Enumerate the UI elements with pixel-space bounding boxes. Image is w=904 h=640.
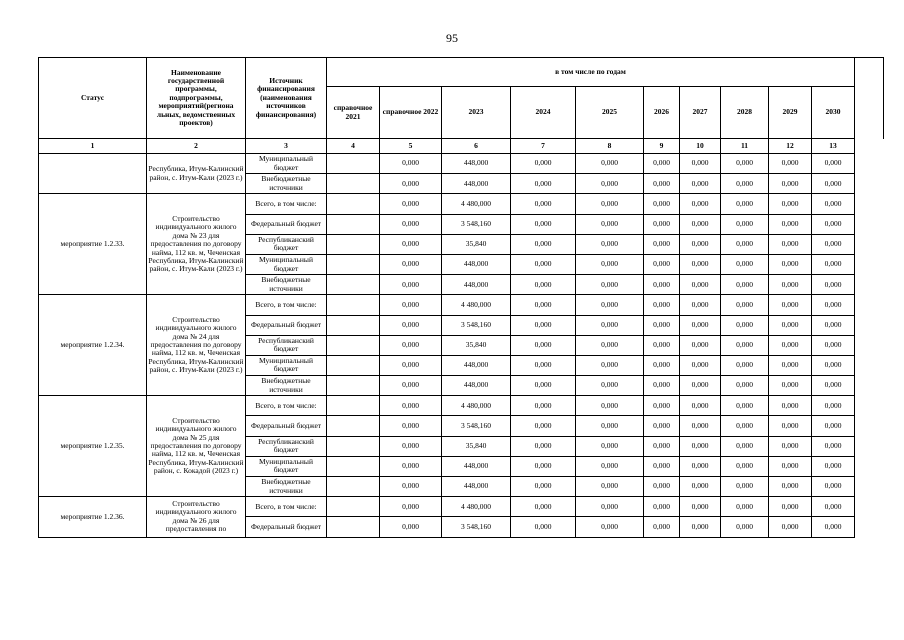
status-cell: мероприятие 1.2.34. — [39, 295, 147, 396]
value-cell: 0,000 — [644, 477, 680, 497]
value-cell — [327, 335, 380, 355]
value-cell: 0,000 — [380, 214, 442, 234]
value-cell: 0,000 — [680, 194, 721, 214]
value-cell: 0,000 — [380, 355, 442, 375]
value-cell: 0,000 — [576, 456, 644, 476]
value-cell: 0,000 — [576, 194, 644, 214]
value-cell: 0,000 — [769, 254, 812, 274]
column-number: 5 — [380, 139, 442, 154]
value-cell: 448,000 — [442, 174, 511, 194]
header-years-group: в том числе по годам — [327, 58, 855, 87]
header-name: Наименование государственной программы, подпрограммы, мероприятий(региона льных, ведомственных проектов) — [147, 58, 246, 139]
value-cell: 0,000 — [812, 355, 855, 375]
source-cell: Всего, в том числе: — [246, 396, 327, 416]
source-cell: Федеральный бюджет — [246, 517, 327, 537]
value-cell: 0,000 — [576, 396, 644, 416]
value-cell: 0,000 — [380, 234, 442, 254]
value-cell — [327, 214, 380, 234]
value-cell: 0,000 — [380, 436, 442, 456]
value-cell: 0,000 — [680, 436, 721, 456]
value-cell: 0,000 — [769, 234, 812, 254]
value-cell: 4 480,000 — [442, 497, 511, 517]
value-cell: 4 480,000 — [442, 194, 511, 214]
table-row — [39, 295, 884, 315]
value-cell: 0,000 — [680, 254, 721, 274]
value-cell: 0,000 — [812, 477, 855, 497]
value-cell: 0,000 — [680, 275, 721, 295]
row-edge — [855, 396, 884, 416]
value-cell: 0,000 — [769, 154, 812, 174]
value-cell — [327, 416, 380, 436]
value-cell — [327, 355, 380, 375]
value-cell: 0,000 — [576, 275, 644, 295]
value-cell: 0,000 — [721, 355, 769, 375]
row-edge — [855, 295, 884, 315]
value-cell — [327, 254, 380, 274]
value-cell: 0,000 — [812, 254, 855, 274]
value-cell: 3 548,160 — [442, 315, 511, 335]
value-cell: 0,000 — [644, 154, 680, 174]
row-edge — [855, 194, 884, 214]
value-cell: 0,000 — [511, 234, 576, 254]
value-cell: 0,000 — [769, 497, 812, 517]
column-number: 11 — [721, 139, 769, 154]
value-cell: 0,000 — [769, 517, 812, 537]
value-cell: 0,000 — [769, 335, 812, 355]
value-cell: 0,000 — [721, 214, 769, 234]
header-year: 2026 — [644, 87, 680, 139]
value-cell: 0,000 — [380, 497, 442, 517]
source-cell: Федеральный бюджет — [246, 416, 327, 436]
value-cell: 3 548,160 — [442, 214, 511, 234]
source-cell: Внебюджетные источники — [246, 376, 327, 396]
value-cell: 0,000 — [644, 396, 680, 416]
value-cell: 0,000 — [680, 477, 721, 497]
value-cell: 0,000 — [511, 436, 576, 456]
value-cell: 0,000 — [511, 396, 576, 416]
value-cell: 0,000 — [812, 174, 855, 194]
value-cell: 0,000 — [576, 335, 644, 355]
value-cell: 0,000 — [721, 376, 769, 396]
value-cell: 35,840 — [442, 234, 511, 254]
value-cell: 0,000 — [721, 497, 769, 517]
value-cell: 0,000 — [680, 355, 721, 375]
value-cell: 0,000 — [721, 436, 769, 456]
row-edge — [855, 275, 884, 295]
value-cell: 0,000 — [380, 335, 442, 355]
source-cell: Республиканский бюджет — [246, 335, 327, 355]
status-cell: мероприятие 1.2.36. — [39, 497, 147, 537]
header-edge-filler — [855, 87, 884, 139]
value-cell: 0,000 — [769, 315, 812, 335]
source-cell: Муниципальный бюджет — [246, 154, 327, 174]
source-cell: Республиканский бюджет — [246, 234, 327, 254]
header-year: справочное 2022 — [380, 87, 442, 139]
value-cell: 0,000 — [812, 214, 855, 234]
value-cell: 0,000 — [511, 254, 576, 274]
value-cell: 0,000 — [680, 154, 721, 174]
value-cell — [327, 194, 380, 214]
value-cell: 0,000 — [380, 275, 442, 295]
table-row — [39, 396, 884, 416]
header-year: 2028 — [721, 87, 769, 139]
row-edge — [855, 497, 884, 517]
value-cell — [327, 174, 380, 194]
value-cell — [327, 315, 380, 335]
name-cell: Строительство индивидуального жилого дома № 23 для предоставления по договору найма, 112 кв. м, Чеченская Республика, Итум-Калинский район, с. Итум-Кали (2023 г.) — [147, 194, 246, 295]
name-cell: Республика, Итум-Калинский район, с. Итум-Кали (2023 г.) — [147, 154, 246, 194]
source-cell: Федеральный бюджет — [246, 315, 327, 335]
row-edge — [855, 234, 884, 254]
value-cell: 0,000 — [511, 477, 576, 497]
value-cell: 0,000 — [576, 234, 644, 254]
source-cell: Внебюджетные источники — [246, 174, 327, 194]
value-cell: 0,000 — [680, 295, 721, 315]
value-cell: 0,000 — [812, 436, 855, 456]
value-cell: 0,000 — [769, 194, 812, 214]
value-cell: 0,000 — [380, 416, 442, 436]
row-edge — [855, 416, 884, 436]
value-cell: 0,000 — [769, 396, 812, 416]
value-cell: 0,000 — [769, 174, 812, 194]
column-number: 6 — [442, 139, 511, 154]
value-cell: 0,000 — [576, 477, 644, 497]
value-cell: 0,000 — [380, 396, 442, 416]
row-edge — [855, 254, 884, 274]
source-cell: Муниципальный бюджет — [246, 254, 327, 274]
value-cell — [327, 436, 380, 456]
value-cell: 0,000 — [812, 416, 855, 436]
value-cell: 0,000 — [769, 376, 812, 396]
value-cell: 0,000 — [511, 295, 576, 315]
column-number-filler — [855, 139, 884, 154]
value-cell: 0,000 — [576, 416, 644, 436]
name-cell: Строительство индивидуального жилого дома № 24 для предоставления по договору найма, 112 кв. м, Чеченская Республика, Итум-Калинский район, с. Итум-Кали (2023 г.) — [147, 295, 246, 396]
value-cell: 0,000 — [721, 275, 769, 295]
value-cell: 0,000 — [380, 295, 442, 315]
value-cell: 0,000 — [380, 517, 442, 537]
value-cell: 0,000 — [680, 456, 721, 476]
value-cell: 0,000 — [769, 456, 812, 476]
value-cell: 0,000 — [812, 154, 855, 174]
row-edge — [855, 517, 884, 537]
value-cell: 0,000 — [380, 154, 442, 174]
value-cell: 0,000 — [769, 295, 812, 315]
source-cell: Внебюджетные источники — [246, 477, 327, 497]
value-cell: 0,000 — [576, 254, 644, 274]
value-cell: 0,000 — [769, 275, 812, 295]
value-cell: 0,000 — [380, 315, 442, 335]
column-number: 8 — [576, 139, 644, 154]
value-cell: 0,000 — [511, 497, 576, 517]
column-number: 3 — [246, 139, 327, 154]
value-cell: 0,000 — [721, 154, 769, 174]
value-cell: 0,000 — [380, 174, 442, 194]
value-cell: 0,000 — [812, 376, 855, 396]
value-cell: 0,000 — [721, 517, 769, 537]
value-cell: 4 480,000 — [442, 295, 511, 315]
value-cell: 4 480,000 — [442, 396, 511, 416]
value-cell: 0,000 — [511, 154, 576, 174]
value-cell — [327, 456, 380, 476]
value-cell — [327, 234, 380, 254]
value-cell: 0,000 — [380, 477, 442, 497]
row-edge — [855, 335, 884, 355]
value-cell: 0,000 — [511, 275, 576, 295]
value-cell: 35,840 — [442, 335, 511, 355]
column-number: 2 — [147, 139, 246, 154]
value-cell: 0,000 — [644, 254, 680, 274]
value-cell: 0,000 — [380, 376, 442, 396]
value-cell: 0,000 — [769, 355, 812, 375]
column-number: 1 — [39, 139, 147, 154]
row-edge — [855, 376, 884, 396]
value-cell: 0,000 — [644, 234, 680, 254]
header-year: 2027 — [680, 87, 721, 139]
value-cell — [327, 275, 380, 295]
source-cell: Всего, в том числе: — [246, 295, 327, 315]
row-edge — [855, 436, 884, 456]
value-cell: 0,000 — [812, 396, 855, 416]
value-cell: 0,000 — [380, 254, 442, 274]
column-number: 7 — [511, 139, 576, 154]
value-cell: 0,000 — [769, 416, 812, 436]
value-cell: 0,000 — [812, 497, 855, 517]
value-cell: 0,000 — [576, 355, 644, 375]
value-cell: 0,000 — [576, 295, 644, 315]
header-year: 2029 — [769, 87, 812, 139]
value-cell — [327, 396, 380, 416]
value-cell: 0,000 — [380, 456, 442, 476]
value-cell: 448,000 — [442, 355, 511, 375]
value-cell: 0,000 — [721, 477, 769, 497]
name-cell: Строительство индивидуального жилого дома № 26 для предоставления по — [147, 497, 246, 537]
value-cell: 0,000 — [680, 416, 721, 436]
value-cell: 0,000 — [644, 315, 680, 335]
value-cell: 0,000 — [812, 517, 855, 537]
row-edge — [855, 355, 884, 375]
value-cell: 0,000 — [721, 234, 769, 254]
value-cell: 0,000 — [576, 436, 644, 456]
header-year: 2030 — [812, 87, 855, 139]
table-row — [39, 497, 884, 517]
value-cell: 0,000 — [644, 517, 680, 537]
value-cell: 448,000 — [442, 477, 511, 497]
value-cell: 0,000 — [576, 174, 644, 194]
column-number: 4 — [327, 139, 380, 154]
source-cell: Внебюджетные источники — [246, 275, 327, 295]
row-edge — [855, 477, 884, 497]
row-edge — [855, 154, 884, 174]
value-cell: 0,000 — [812, 194, 855, 214]
value-cell: 3 548,160 — [442, 517, 511, 537]
value-cell: 0,000 — [644, 335, 680, 355]
header-status: Статус — [39, 58, 147, 139]
header-year: 2025 — [576, 87, 644, 139]
value-cell: 0,000 — [511, 194, 576, 214]
value-cell: 0,000 — [680, 376, 721, 396]
source-cell: Республиканский бюджет — [246, 436, 327, 456]
value-cell — [327, 376, 380, 396]
value-cell: 0,000 — [511, 214, 576, 234]
value-cell: 0,000 — [769, 436, 812, 456]
value-cell: 0,000 — [644, 295, 680, 315]
value-cell: 0,000 — [680, 517, 721, 537]
column-number: 10 — [680, 139, 721, 154]
value-cell: 0,000 — [644, 174, 680, 194]
value-cell: 0,000 — [680, 335, 721, 355]
row-edge — [855, 315, 884, 335]
value-cell: 0,000 — [769, 477, 812, 497]
value-cell: 0,000 — [576, 315, 644, 335]
value-cell: 0,000 — [576, 376, 644, 396]
value-cell: 0,000 — [511, 174, 576, 194]
row-edge — [855, 174, 884, 194]
header-source: Источник финансирования (наименования источников финансирования) — [246, 58, 327, 139]
value-cell: 0,000 — [511, 376, 576, 396]
value-cell: 0,000 — [769, 214, 812, 234]
value-cell: 0,000 — [511, 315, 576, 335]
table-row — [39, 194, 884, 214]
value-cell: 448,000 — [442, 376, 511, 396]
value-cell: 0,000 — [721, 315, 769, 335]
value-cell: 0,000 — [812, 234, 855, 254]
value-cell: 0,000 — [576, 497, 644, 517]
value-cell — [327, 497, 380, 517]
value-cell: 0,000 — [511, 456, 576, 476]
status-cell: мероприятие 1.2.35. — [39, 396, 147, 497]
source-cell: Всего, в том числе: — [246, 497, 327, 517]
value-cell: 35,840 — [442, 436, 511, 456]
value-cell: 0,000 — [644, 376, 680, 396]
column-number: 12 — [769, 139, 812, 154]
value-cell: 0,000 — [721, 254, 769, 274]
source-cell: Муниципальный бюджет — [246, 456, 327, 476]
value-cell: 0,000 — [721, 456, 769, 476]
value-cell — [327, 477, 380, 497]
table-row — [39, 154, 884, 174]
value-cell: 0,000 — [644, 416, 680, 436]
value-cell: 0,000 — [721, 295, 769, 315]
value-cell: 0,000 — [812, 335, 855, 355]
value-cell: 0,000 — [680, 234, 721, 254]
row-edge — [855, 456, 884, 476]
value-cell: 0,000 — [812, 295, 855, 315]
value-cell: 0,000 — [680, 315, 721, 335]
header-year: 2024 — [511, 87, 576, 139]
value-cell: 448,000 — [442, 456, 511, 476]
value-cell: 0,000 — [680, 396, 721, 416]
value-cell: 0,000 — [511, 355, 576, 375]
row-edge — [855, 214, 884, 234]
value-cell: 0,000 — [511, 335, 576, 355]
value-cell: 0,000 — [721, 416, 769, 436]
column-number: 13 — [812, 139, 855, 154]
value-cell: 0,000 — [680, 497, 721, 517]
value-cell: 0,000 — [680, 174, 721, 194]
value-cell: 0,000 — [511, 517, 576, 537]
status-cell — [39, 154, 147, 194]
value-cell: 0,000 — [812, 456, 855, 476]
page-number: 95 — [446, 31, 458, 45]
value-cell — [327, 295, 380, 315]
value-cell: 0,000 — [644, 275, 680, 295]
value-cell: 0,000 — [721, 396, 769, 416]
value-cell: 0,000 — [644, 355, 680, 375]
value-cell: 0,000 — [576, 517, 644, 537]
value-cell: 448,000 — [442, 254, 511, 274]
value-cell: 0,000 — [812, 315, 855, 335]
value-cell: 0,000 — [576, 214, 644, 234]
value-cell: 0,000 — [644, 214, 680, 234]
value-cell: 0,000 — [721, 335, 769, 355]
source-cell: Федеральный бюджет — [246, 214, 327, 234]
value-cell — [327, 154, 380, 174]
name-cell: Строительство индивидуального жилого дома № 25 для предоставления по договору найма, 112 кв. м, Чеченская Республика, Итум-Калинский район, с. Кокадой (2023 г.) — [147, 396, 246, 497]
value-cell: 0,000 — [644, 456, 680, 476]
value-cell — [327, 517, 380, 537]
source-cell: Муниципальный бюджет — [246, 355, 327, 375]
header-year: 2023 — [442, 87, 511, 139]
status-cell: мероприятие 1.2.33. — [39, 194, 147, 295]
value-cell: 0,000 — [644, 497, 680, 517]
value-cell: 0,000 — [644, 436, 680, 456]
header-year: справочное 2021 — [327, 87, 380, 139]
source-cell: Всего, в том числе: — [246, 194, 327, 214]
value-cell: 3 548,160 — [442, 416, 511, 436]
value-cell: 0,000 — [576, 154, 644, 174]
budget-table — [38, 57, 884, 538]
value-cell: 448,000 — [442, 275, 511, 295]
value-cell: 0,000 — [380, 194, 442, 214]
value-cell: 0,000 — [680, 214, 721, 234]
value-cell: 0,000 — [721, 194, 769, 214]
value-cell: 0,000 — [812, 275, 855, 295]
column-number: 9 — [644, 139, 680, 154]
value-cell: 0,000 — [644, 194, 680, 214]
value-cell: 448,000 — [442, 154, 511, 174]
value-cell: 0,000 — [511, 416, 576, 436]
value-cell: 0,000 — [721, 174, 769, 194]
header-edge — [855, 58, 884, 87]
